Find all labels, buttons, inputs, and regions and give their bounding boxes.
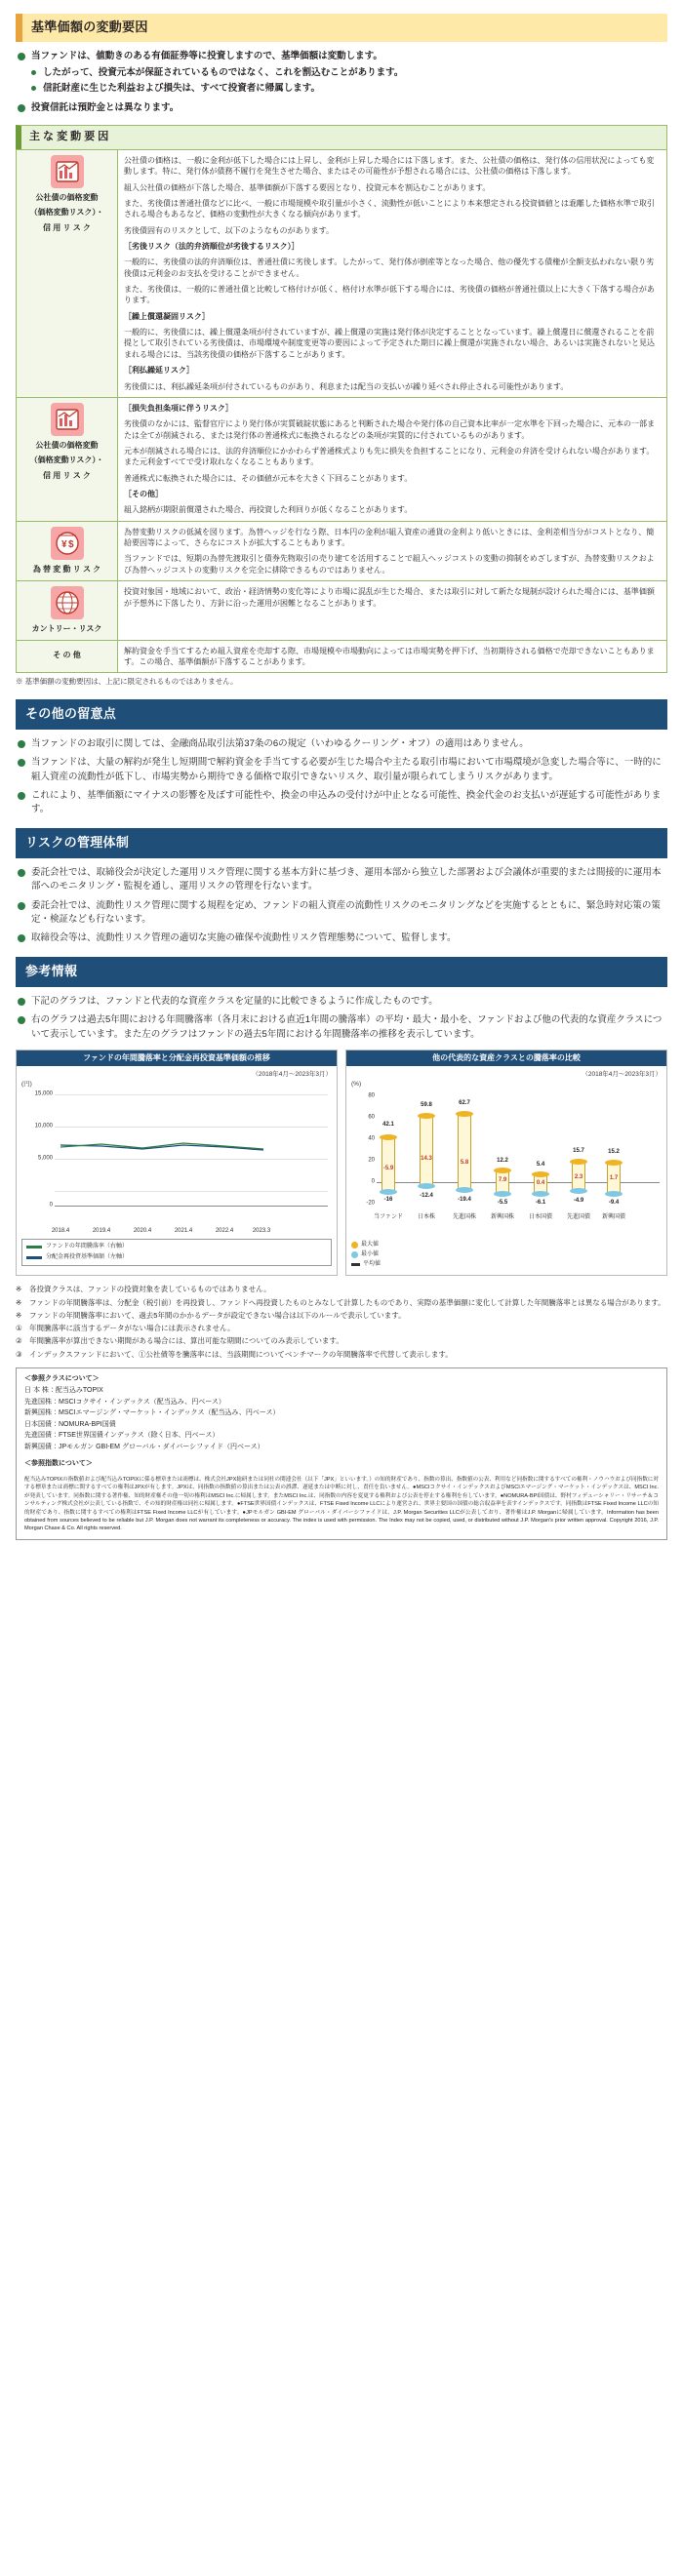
note-marker: ① xyxy=(16,1324,22,1333)
legend-swatch-nav xyxy=(26,1256,42,1259)
note-text: インデックスファンドにおいて、①公社債等を騰落率には、当該期間についてベンチマークの年間騰落率で代替して表示します。 xyxy=(29,1349,453,1359)
sub-list xyxy=(31,66,667,97)
legend-label: ファンドの年間騰落率（右軸） xyxy=(46,1244,128,1250)
list-item xyxy=(16,1349,667,1360)
chart-legend-right xyxy=(351,1241,662,1268)
legend-swatch-min xyxy=(351,1251,358,1258)
section-title-fluctuation: 基準価額の変動要因 xyxy=(16,14,667,42)
chart-title-right: 他の代表的な資産クラスとの騰落率の比較 xyxy=(346,1050,666,1066)
max-value: 5.4 xyxy=(536,1162,545,1169)
paragraph: 解約資金を手当てするため組入資産を売却する際、市場規模や市場動向によっては市場実勢を押下げ、当初期待される価格で売却できないこともあります。この場合、基準価額が下落することがあります。 xyxy=(124,646,655,666)
note-marker: ※ xyxy=(16,1297,22,1307)
list-item: 当ファンドは、大量の解約が発生し短期間で解約資金を手当てする必要が生じた場合や主たる取引市場において市場環境が急変した場合等に、一時的に組入資産の流動性が低下し、市場実勢から期待できる価格で取引できないリスク、取引量が限られてしまうリスクがあります。 xyxy=(16,756,667,784)
avg-value: 5.8 xyxy=(460,1160,469,1167)
xtick: 2022.4 xyxy=(215,1227,234,1234)
avg-value: 7.9 xyxy=(498,1177,507,1184)
risk-label-line1: そ の 他 xyxy=(53,650,81,659)
other-notes-bullets xyxy=(16,737,667,816)
category-label: 当ファンド xyxy=(374,1214,403,1221)
legend-item xyxy=(26,1243,327,1251)
table-row xyxy=(17,521,667,580)
paragraph-subhead: ［繰上償還凝固リスク］ xyxy=(124,311,210,321)
category-label: 新興国株 xyxy=(490,1214,514,1221)
price-chart-icon xyxy=(51,403,84,436)
table-row xyxy=(17,397,667,521)
asset-class-comparison-chart xyxy=(345,1050,667,1277)
risk-label-line1: カントリー・リスク xyxy=(31,624,102,634)
legend-swatch-fund-return xyxy=(26,1246,42,1248)
risk-label-line1: 為 替 変 動 リ ス ク xyxy=(32,564,101,574)
risk-label-cell xyxy=(17,521,118,580)
svg-text:¥: ¥ xyxy=(60,538,67,550)
paragraph: 一般的に、劣後債には、繰上償還条項が付されていますが、繰上償還の実施は発行体が決定することとなっています。繰上償還日に償還されることを前提として取引されている劣後債は、市場環境や制度変更等の要因によって予定された期日に繰上償還が実施されない場合、あるいは実施されないと見込まれる場合には、当該劣後債の価格が下落することがあります。 xyxy=(124,328,655,359)
line-series-svg xyxy=(55,1089,269,1208)
line-plot-area xyxy=(21,1089,332,1234)
category-label: 先進国債 xyxy=(566,1214,590,1221)
risk-label-line3: 信 用 リ ス ク xyxy=(43,470,91,480)
paragraph: 為替変動リスクの低減を図ります。為替ヘッジを行なう際、日本円の金利が組入資産の通貨の金利より低いときには、金利差相当分がコストとなり、簡給要因等によって、さらなにコストが拡大することもあります。 xyxy=(124,527,655,548)
risk-management-bullets xyxy=(16,866,667,945)
risk-label-line2: （価格変動リスク）・ xyxy=(29,456,104,465)
svg-text:$: $ xyxy=(67,538,74,550)
table-row xyxy=(17,640,667,673)
list-item: したがって、投資元本が保証されているものではなく、これを割込むことがあります。 xyxy=(31,66,667,80)
min-marker xyxy=(570,1188,587,1194)
xtick: 2023.3 xyxy=(252,1227,271,1234)
min-value: -16 xyxy=(383,1197,393,1204)
index-box-title: ＜参照クラスについて＞ xyxy=(24,1374,100,1382)
xtick: 2021.4 xyxy=(174,1227,193,1234)
legend-label: 分配金再投資基準価額（左軸） xyxy=(46,1254,129,1261)
currency-exchange-icon xyxy=(51,527,84,560)
risk-body-cell xyxy=(118,149,667,397)
chart-ylabel-left: (円) xyxy=(21,1080,32,1088)
list-item: 右のグラフは過去5年間における年間騰落率（各月末における直近1年間の騰落率）の平均・最大・最小を、ファンドおよび他の代表的な資産クラスについて表示しています。また左のグラフはファンドの過去5年間における年間騰落率の推移を表示しています。 xyxy=(16,1013,667,1042)
avg-value: 14.3 xyxy=(421,1156,432,1163)
legend-swatch-max xyxy=(351,1242,358,1248)
list-item: 取締役会等は、流動性リスク管理の適切な実施の確保や流動性リスク管理態勢について、監督します。 xyxy=(16,931,667,945)
risk-label-line1: 公社債の価格変動 xyxy=(35,192,99,202)
chart-asof-left: （2018年4月～2023年3月） xyxy=(252,1070,332,1078)
fluctuation-bullets xyxy=(16,50,667,115)
ytick: 15,000 xyxy=(34,1091,53,1098)
min-value: -5.5 xyxy=(497,1200,508,1207)
price-chart-icon xyxy=(51,155,84,188)
list-item: 下記のグラフは、ファンドと代表的な資産クラスを定量的に比較できるように作成したものです。 xyxy=(16,995,667,1009)
legend-label: 最小値 xyxy=(361,1251,380,1258)
paragraph: 普通株式に転換された場合には、その価値が元本を大きく下回ることがあります。 xyxy=(124,473,413,483)
list-item: 委託会社では、取締役会が決定した運用リスク管理に関する基本方針に基づき、運用本部から独立した部署および会議体が重要的または間接的に運用本部へのモニタリング・監視を通し、運用リスクの管理を行ないます。 xyxy=(16,866,667,894)
risk-body-cell xyxy=(118,581,667,640)
risk-body-cell xyxy=(118,521,667,580)
risk-label-line1: 公社債の価格変動 xyxy=(35,440,99,450)
legend-item xyxy=(351,1260,662,1269)
ytick: 80 xyxy=(368,1093,375,1100)
chart-title-left: ファンドの年間騰落率と分配金再投資基準価額の推移 xyxy=(17,1050,337,1066)
range-bar xyxy=(420,1116,433,1186)
max-value: 59.8 xyxy=(421,1102,432,1109)
index-row: 日本国債：NOMURA-BPI国債 xyxy=(24,1420,116,1428)
paragraph: 公社債の価格は、一般に金利が低下した場合には上昇し、金利が上昇した場合には下落します。また、公社債の価格は、発行体の信用状況によっても変動します。特に、発行体が債務不履行を発生させた場合、またはその可能性が予想される場合には、公社債の価格は下落します。 xyxy=(124,155,655,177)
reference-notes xyxy=(16,1284,667,1360)
category-label: 日本株 xyxy=(417,1214,435,1221)
min-marker xyxy=(380,1189,397,1195)
paragraph: 組入公社債の価格が下落した場合、基準価額が下落する要因となり、投資元本を割込むことがあります。 xyxy=(124,182,491,192)
avg-value: 2.3 xyxy=(574,1174,583,1181)
index-row: 日 本 株：配当込みTOPIX xyxy=(24,1387,103,1395)
avg-value: 0.4 xyxy=(536,1180,545,1187)
note-text: 各投資クラスは、ファンドの投資対象を表しているものではありません。 xyxy=(29,1285,271,1294)
legend-item xyxy=(26,1253,327,1262)
chart-asof-right: （2018年4月～2023年3月） xyxy=(582,1070,662,1078)
table-row xyxy=(17,581,667,640)
index-row: 先進国株：MSCIコクサイ・インデックス（配当込み、円ベース） xyxy=(24,1398,225,1406)
reference-intro-bullets xyxy=(16,995,667,1042)
category-label: 日本国債 xyxy=(528,1214,552,1221)
risk-label-cell xyxy=(17,581,118,640)
max-value: 42.1 xyxy=(382,1122,394,1129)
list-item xyxy=(16,1284,667,1294)
section-title-reference: 参考情報 xyxy=(16,957,667,987)
note-text: 年間騰落率が算出できない期間がある場合には、算出可能な期間についてのみ表示しています。 xyxy=(29,1336,343,1346)
xtick: 2020.4 xyxy=(133,1227,152,1234)
max-value: 15.2 xyxy=(608,1149,620,1156)
fund-return-line-chart xyxy=(16,1050,338,1277)
charts-container xyxy=(16,1050,667,1277)
min-value: -9.4 xyxy=(608,1200,620,1207)
xtick: 2018.4 xyxy=(51,1227,70,1234)
min-marker xyxy=(456,1187,473,1193)
avg-value: -5.9 xyxy=(382,1166,394,1172)
legend-label: 平均値 xyxy=(363,1260,382,1267)
index-disclaimer-text: 配当込みTOPIXの指数値および配当込みTOPIXに係る標章または商標は、株式会社JPX総研または同社の関連会社（以下「JPX」といいます。）の知的財産であり、指数の算出、指数値の公表、利用など同指数に関するすべての権利・ノウハウおよび同指数に対する標章または商標に関するすべての権利はJPXが有します。JPXは、同指数の指数値の算出または公表の誤謬、遅延または中断に対し、責任を負いません。●MSCIコクサイ・インデックスおよびMSCIエマージング・マーケット・インデックスは、MSCI Inc.が発表しています。同指数に関する著作権、知的財産権その他一切の権利はMSCI Inc.に帰属します。またMSCI Inc.は、同指数の内容を変更する権利および公表を停止する権利を有しています。●NOMURA-BPI国債は、野村フィデューシャリー・リサーチ＆コンサルティング株式会社が公表している指数で、その知的財産権は同社に帰属します。●FTSE世界国債インデックスは、FTSE Fixed Income LLCにより運営され、世界主要国の国債の総合収益率を表すインデックスです。同指数はFTSE Fixed Income LLCの知的財産であり、指数に関するすべての権利はFTSE Fixed Income LLCが有しています。●JPモルガン GBI-EM グローバル・ダイバーシファイドは、J.P. Morgan Securities LLCが公表しており、著作権はJ.P. Morganに帰属しています。Information has been obtained from sources believed to be reliable but J.P. Morgan does not warrant its completeness or accuracy. The index is used with permission. The Index may not be copied, used, or distributed without J.P. Morgan's prior written approval. Copyright 2016, J.P. Morgan Chase & Co. All rights reserved. xyxy=(24,1476,659,1532)
note-text: ファンドの年間騰落率において、過去5年間のかかるデータが設定できない場合は以下のルールで表示しています。 xyxy=(29,1310,406,1320)
globe-icon xyxy=(51,586,84,619)
category-label: 先進国株 xyxy=(452,1214,476,1221)
range-bar xyxy=(458,1114,471,1190)
list-item xyxy=(16,1310,667,1321)
max-value: 15.7 xyxy=(573,1148,584,1155)
table-row xyxy=(17,149,667,397)
list-item xyxy=(16,1297,667,1308)
paragraph-subhead: ［損失負担条項に伴うリスク］ xyxy=(124,403,233,413)
min-marker xyxy=(418,1183,435,1189)
ytick: -20 xyxy=(366,1201,375,1208)
legend-item xyxy=(351,1241,662,1249)
list-item: 委託会社では、流動性リスク管理に関する規程を定め、ファンドの組入資産の流動性リスクのモニタリングなどを実施するとともに、緊急時対応策の策定・検証なども行ないます。 xyxy=(16,899,667,928)
paragraph: また、劣後債は、一般的に普通社債と比較して格付けが低く、格付け水準が低下する場合には、劣後債の価格が普通社債以上に大きく下落する場合があります。 xyxy=(124,285,655,305)
legend-label: 最大値 xyxy=(361,1242,380,1248)
avg-value: 1.7 xyxy=(609,1175,619,1182)
ytick: 5,000 xyxy=(37,1156,53,1163)
risk-body-cell xyxy=(118,397,667,521)
risk-label-cell xyxy=(17,397,118,521)
ytick: 0 xyxy=(371,1179,375,1186)
ytick: 40 xyxy=(368,1136,375,1143)
ytick: 10,000 xyxy=(34,1124,53,1130)
risk-table-header: 主 な 変 動 要 因 xyxy=(16,125,667,150)
paragraph: 元本が削減される場合には、法的弁済順位にかかわらず普通株式よりも先に損失を負担することになり、元利金の弁済を受けられない場合があります。また元利金すべてで受け取れなくなることもあります。 xyxy=(124,446,655,467)
min-value: -19.4 xyxy=(458,1197,471,1204)
fluctuation-footnote: ※ 基準価額の変動要因は、上記に限定されるものではありません。 xyxy=(16,677,238,687)
index-row: 新興国債：JPモルガン GBI-EM グローバル・ダイバーシファイド（円ベース） xyxy=(24,1443,264,1450)
xtick: 2019.4 xyxy=(92,1227,111,1234)
index-row: 先進国債：FTSE世界国債インデックス（除く日本、円ベース） xyxy=(24,1432,220,1440)
list-item xyxy=(16,1323,667,1333)
index-caution-title: ＜参照指数について＞ xyxy=(24,1460,93,1468)
ytick: 60 xyxy=(368,1115,375,1122)
risk-label-line2: （価格変動リスク）・ xyxy=(29,208,104,218)
ytick: 20 xyxy=(368,1158,375,1165)
risk-label-cell xyxy=(17,640,118,673)
min-value: -12.4 xyxy=(420,1193,433,1200)
ytick: 0 xyxy=(49,1203,53,1209)
list-item xyxy=(16,50,667,97)
max-value: 62.7 xyxy=(459,1100,470,1107)
index-reference-box xyxy=(16,1367,667,1540)
legend-item xyxy=(351,1250,662,1259)
paragraph: また、劣後債は普通社債などに比べ、一般に市場規模や取引量が小さく、流動性が低いことにより本来想定される投資価値とは乖離した価格水準で取引される場合もあるなど、価格の変動性が大きくなる傾向があります。 xyxy=(124,198,655,219)
risk-label-cell xyxy=(17,149,118,397)
bar-plot-area xyxy=(351,1089,662,1235)
paragraph: 劣後債のなかには、監督官庁により発行体が実質破綻状態にあると判断された場合や発行体の自己資本比率が一定水準を下回った場合に、元本の一部または全てが削減される、または発行体の普通株式に転換されるなどの条項が実質的に付されているものがあります。 xyxy=(124,419,655,440)
note-marker: ③ xyxy=(16,1349,22,1359)
chart-legend-left xyxy=(21,1239,332,1265)
min-marker xyxy=(494,1191,511,1197)
note-marker: ② xyxy=(16,1336,22,1346)
paragraph: 当ファンドでは、短期の為替先渡取引と債券先物取引の売り建てを活用することで組入ヘッジコストの変動の抑制をめざしますが、為替変動リスクおよび為替ヘッジコストの変動リスクを完全に排除できるものではありません。 xyxy=(124,554,655,575)
legend-swatch-avg xyxy=(351,1263,360,1266)
index-row: 新興国株：MSCIエマージング・マーケット・インデックス（配当込み、円ベース） xyxy=(24,1409,280,1417)
note-text: ファンドの年間騰落率は、分配金（税引前）を再投資し、ファンドへ再投資したものとみなして計算したものであり、実際の基準価額に変化して計算した年間騰落率とは異なる場合があります。 xyxy=(29,1297,665,1307)
paragraph-subhead: ［劣後リスク（法的弁済順位が劣後するリスク）］ xyxy=(124,241,300,251)
list-item xyxy=(16,101,667,115)
risk-factors-table xyxy=(16,149,667,674)
paragraph: 投資対象国・地域において、政治・経済情勢の変化等により市場に混乱が生じた場合、または取引に対して新たな規制が設けられた場合には、基準価額が予想外に下落したり、方針に沿った運用が困難となることがあります。 xyxy=(124,587,655,608)
min-marker xyxy=(532,1191,549,1197)
paragraph: 劣後債には、利払繰延条項が付されているものがあり、利息または配当の支払いが繰り延べされ停止される可能性があります。 xyxy=(124,381,569,391)
min-value: -6.1 xyxy=(535,1200,546,1207)
bullet-text: 当ファンドは、値動きのある有価証券等に投資しますので、基準価額は変動します。 xyxy=(31,50,382,61)
paragraph-subhead: ［その他］ xyxy=(124,490,163,499)
list-item: これにより、基準価額にマイナスの影響を及ぼす可能性や、換金の申込みの受付けが中止となる可能性、換金代金のお支払いが遅延する可能性があります。 xyxy=(16,789,667,817)
min-marker xyxy=(605,1191,623,1197)
paragraph: 一般的に、劣後債の法的弁済順位は、普通社債に劣後します。したがって、発行体が倒産等となった場合、他の優先する債権が全額支払われない限り劣後債は元利金のお支払を受けることができません。 xyxy=(124,258,655,278)
risk-body-cell xyxy=(118,640,667,673)
paragraph: 組入銘柄が期限前償還された場合、再投資した利回りが低くなることがあります。 xyxy=(124,505,413,515)
list-item xyxy=(16,1335,667,1346)
risk-label-line3: 信 用 リ ス ク xyxy=(43,222,91,232)
paragraph: 劣後債固有のリスクとして、以下のようなものがあります。 xyxy=(124,225,335,235)
note-marker: ※ xyxy=(16,1285,22,1294)
list-item: 信託財産に生じた利益および損失は、すべて投資者に帰属します。 xyxy=(31,82,667,96)
list-item: 当ファンドのお取引に関しては、金融商品取引法第37条の6の規定（いわゆるクーリング・オフ）の適用はありません。 xyxy=(16,737,667,751)
section-title-other-notes: その他の留意点 xyxy=(16,699,667,730)
min-value: -4.9 xyxy=(573,1198,584,1205)
note-text: 年間騰落率に該当するデータがない場合には表示されません。 xyxy=(29,1324,235,1333)
category-label: 新興国債 xyxy=(601,1214,625,1221)
max-value: 12.2 xyxy=(497,1158,508,1165)
note-marker: ※ xyxy=(16,1310,22,1320)
bullet-text: 投資信託は預貯金とは異なります。 xyxy=(31,101,180,113)
paragraph-subhead: ［利払繰延リスク］ xyxy=(124,366,194,376)
chart-ylabel-right: (%) xyxy=(351,1080,362,1088)
section-title-risk-management: リスクの管理体制 xyxy=(16,828,667,858)
